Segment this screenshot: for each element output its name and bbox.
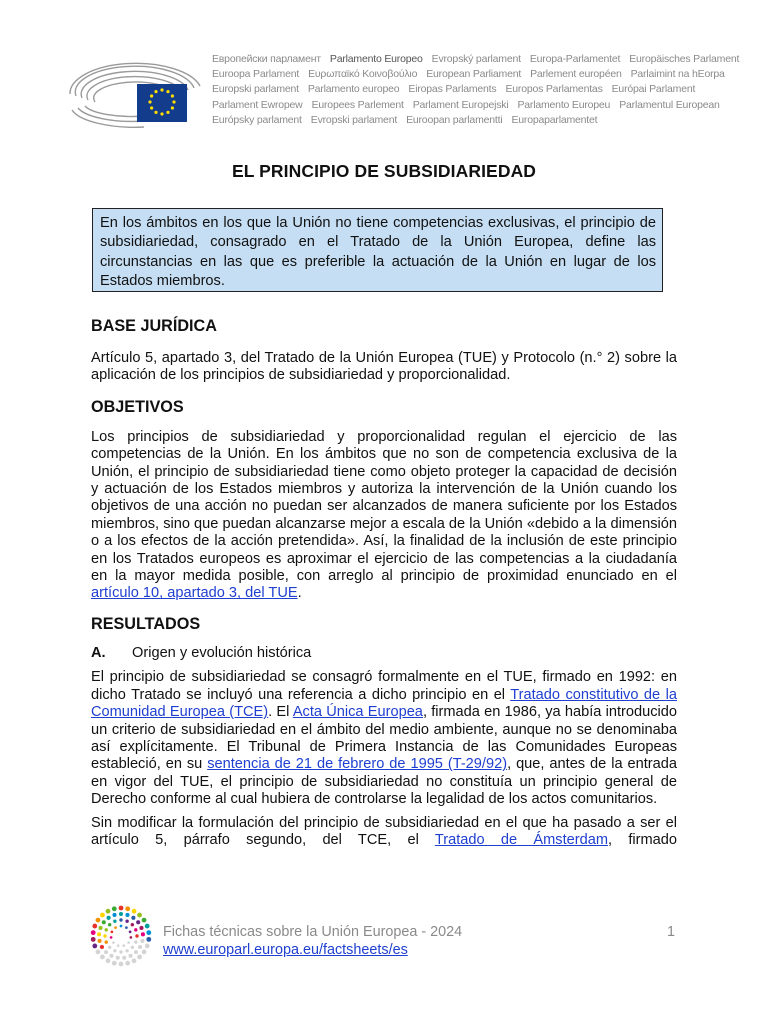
logo-dot — [96, 918, 101, 923]
logo-dot — [140, 939, 144, 943]
language-name: European Parliament — [426, 68, 522, 81]
logo-dot — [100, 955, 105, 960]
tratado-amsterdam-link[interactable]: Tratado de Ámsterdam — [434, 831, 608, 848]
logo-dot — [129, 954, 133, 958]
logo-dot — [131, 946, 134, 949]
logo-dot — [125, 961, 130, 966]
language-name: Evropski parlament — [310, 113, 398, 126]
footer-text: Fichas técnicas sobre la Unión Europea - 2024 — [163, 924, 463, 940]
language-name: Parlamentul European — [619, 98, 720, 111]
language-name: Parlement européen — [530, 68, 622, 81]
articulo-10-link[interactable]: artículo 10, apartado 3, del TUE — [91, 585, 298, 602]
logo-dot — [117, 944, 120, 947]
language-row — [212, 52, 740, 67]
language-name: Europäisches Parlament — [629, 53, 740, 65]
logo-dot — [127, 941, 130, 944]
logo-dot — [119, 918, 122, 921]
logo-dot — [136, 920, 140, 924]
logo-dot — [113, 920, 116, 923]
resultados-paragraph-2: Sin modificar la formulación del principio de subsidiariedad en el que ha pasado a ser el artículo 5, párrafo segundo, del TCE, el Tratado de Ámsterdam, firmado — [91, 814, 677, 848]
language-name: Europos Parlamentas — [505, 83, 603, 96]
logo-dot — [104, 950, 108, 954]
logo-dot — [116, 956, 120, 960]
logo-dot — [129, 931, 132, 934]
logo-dot — [96, 950, 101, 955]
language-row — [212, 67, 725, 82]
objetivos-heading: OBJETIVOS — [91, 397, 184, 416]
language-name: Europski parlament — [212, 83, 299, 96]
subsection-a-title: A. Origen y evolución histórica — [91, 644, 312, 661]
logo-dot — [119, 912, 123, 916]
intro-box — [92, 208, 663, 292]
logo-dot — [112, 913, 116, 917]
logo-dot — [98, 926, 102, 930]
language-name: Parlamento Europeo — [329, 53, 423, 65]
language-name: Европейски парламент — [212, 53, 321, 65]
logo-dot — [111, 931, 114, 934]
logo-dot — [112, 941, 115, 944]
language-name: Europa-Parlamentet — [529, 53, 621, 65]
logo-dot — [119, 950, 122, 953]
logo-dot — [103, 934, 106, 937]
intro-text: En los ámbitos en los que la Unión no tiene competencias exclusivas, el principio de subsidiariedad, consagrado en el Tratado de la Unión Europea, define las circunstancias en las que es preferible la actuación de la Unión en lugar de los Estados miembros. — [100, 215, 656, 289]
logo-dot — [108, 923, 111, 926]
logo-dot — [92, 944, 97, 949]
language-name: Euroopa Parlament — [212, 68, 300, 81]
logo-dot — [112, 906, 117, 911]
logo-dot — [109, 954, 113, 958]
logo-dot — [106, 958, 111, 963]
logo-dot — [122, 944, 125, 947]
logo-dot — [125, 949, 128, 952]
logo-dot — [131, 916, 135, 920]
european-parliament-logo-icon — [64, 50, 206, 130]
language-name: Európai Parlament — [611, 83, 696, 96]
logo-dot — [105, 928, 108, 931]
logo-dot — [100, 945, 104, 949]
resultados-paragraph-1: El principio de subsidiariedad se consagró formalmente en el TUE, firmado en 1992: en dicho Tratado se incluyó una referencia a dicho principio en el Tratado constitutivo de la Comunidad Europea (TCE). El Acta Única Europea, firmada en 1986, ya había introducido un criterio de subsidiariedad en el ámbito del medio ambiente, aunque no se denominaba así explícitamente. El Tribunal de Primera Instancia de las Comunidades Europeas estableció, en su sentencia de 21 de febrero de 1995 (T-29/92), que, antes de la entrada en vigor del TUE, el principio de subsidiariedad no constituía un principio general de Derecho conforme al cual hubiera de controlarse la legalidad de los actos comunitarios. — [91, 669, 678, 808]
language-name: Parlaimint na hEorpa — [630, 68, 725, 81]
language-name: Evropský parlament — [431, 53, 521, 65]
language-list — [212, 52, 740, 128]
logo-dot — [145, 944, 150, 949]
logo-dot — [98, 939, 102, 943]
logo-dot — [131, 923, 134, 926]
logo-dot — [137, 913, 142, 918]
logo-dot — [138, 945, 142, 949]
logo-dot — [92, 924, 97, 929]
logo-dot — [107, 916, 111, 920]
logo-dot — [91, 930, 96, 935]
logo-dot — [137, 955, 142, 960]
logo-dot — [125, 913, 129, 917]
logo-dot — [102, 920, 106, 924]
logo-dot — [132, 909, 137, 914]
logo-dot — [119, 906, 124, 911]
logo-dot — [97, 932, 101, 936]
logo-dot — [130, 936, 133, 939]
logo-dot — [141, 932, 145, 936]
logo-dot — [100, 913, 105, 918]
logo-dot — [125, 926, 128, 929]
language-name: Európsky parlament — [212, 113, 302, 126]
page-title: EL PRINCIPIO DE SUBSIDIARIEDAD — [231, 161, 537, 181]
logo-dot — [134, 940, 137, 943]
factsheets-logo-icon — [90, 905, 152, 967]
logo-dot — [113, 949, 116, 952]
language-name: Ευρωπαϊκό Κοινοβούλιο — [308, 68, 418, 81]
tce-link[interactable]: Tratado constitutivo de la Comunidad Europea (TCE) — [91, 686, 677, 721]
language-row — [212, 82, 712, 97]
logo-dot — [142, 918, 147, 923]
logo-dot — [142, 950, 147, 955]
logo-dot — [108, 946, 111, 949]
logo-dot — [146, 930, 151, 935]
language-name: Europees Parlement — [311, 98, 404, 111]
logo-dot — [119, 962, 124, 967]
objetivos-text: Los principios de subsidiariedad y proporcionalidad regulan el ejercicio de las competencias de la Unión. En los ámbitos que no son de competencia exclusiva de la Unión, el principio de subsidiariedad tiene como objeto proteger la capacidad de decisión y actuación de los Estados miembros y autoriza la intervención de la Unión cuando los objetivos de una acción no puedan ser alcanzados de manera suficiente por los Estados miembros, sino que puedan alcanzarse mejor a escala de la Unión «debido a la dimensión o a los efectos de la acción pretendida». Así, la finalidad de la inclusión de este principio en los Tratados europeos es aproximar el ejercicio de las competencias a la ciudadanía en la mayor medida posible, con arreglo al principio de proximidad enunciado en el artículo 10, apartado 3, del TUE. — [91, 428, 677, 602]
language-name: Parlament Europejski — [412, 98, 509, 111]
language-row — [212, 113, 712, 128]
acta-unica-link[interactable]: Acta Única Europea — [292, 704, 423, 721]
base-juridica-heading: BASE JURÍDICA — [91, 317, 217, 335]
language-name: Eiropas Parlaments — [408, 83, 497, 96]
footer-url-link[interactable]: www.europarl.europa.eu/factsheets/es — [163, 942, 408, 958]
logo-dot — [125, 920, 128, 923]
page-number: 1 — [667, 924, 676, 940]
logo-dot — [112, 961, 117, 966]
logo-dot — [145, 924, 150, 929]
logo-dot — [105, 940, 108, 943]
logo-dot — [122, 956, 126, 960]
logo-dot — [134, 928, 137, 931]
logo-dot — [110, 936, 113, 939]
language-name: Europaparlamentet — [511, 113, 598, 126]
language-name: Euroopan parlamentti — [406, 113, 503, 126]
logo-dot — [132, 958, 137, 963]
logo-dot — [134, 950, 138, 954]
base-juridica-text: Artículo 5, apartado 3, del Tratado de la Unión Europea (TUE) y Protocolo (n.° 2) sobre la aplicación de los principios de subsidiariedad y proporcionalidad. — [91, 350, 677, 384]
logo-dot — [91, 937, 96, 942]
sentencia-link[interactable]: sentencia de 21 de febrero de 1995 (T-29/92) — [207, 756, 508, 773]
logo-dot — [125, 906, 130, 911]
language-name: Parlament Ewropew — [212, 98, 303, 111]
logo-dot — [114, 926, 117, 929]
resultados-heading: RESULTADOS — [91, 614, 201, 633]
logo-dot — [146, 937, 151, 942]
language-name: Parlamento europeo — [307, 83, 400, 96]
logo-dot — [135, 934, 138, 937]
language-row — [212, 98, 720, 113]
page-header — [64, 50, 740, 130]
logo-dot — [120, 925, 123, 928]
language-name: Parlamento Europeu — [517, 98, 611, 111]
logo-dot — [106, 909, 111, 914]
main-content — [91, 316, 677, 849]
logo-dot — [139, 926, 143, 930]
